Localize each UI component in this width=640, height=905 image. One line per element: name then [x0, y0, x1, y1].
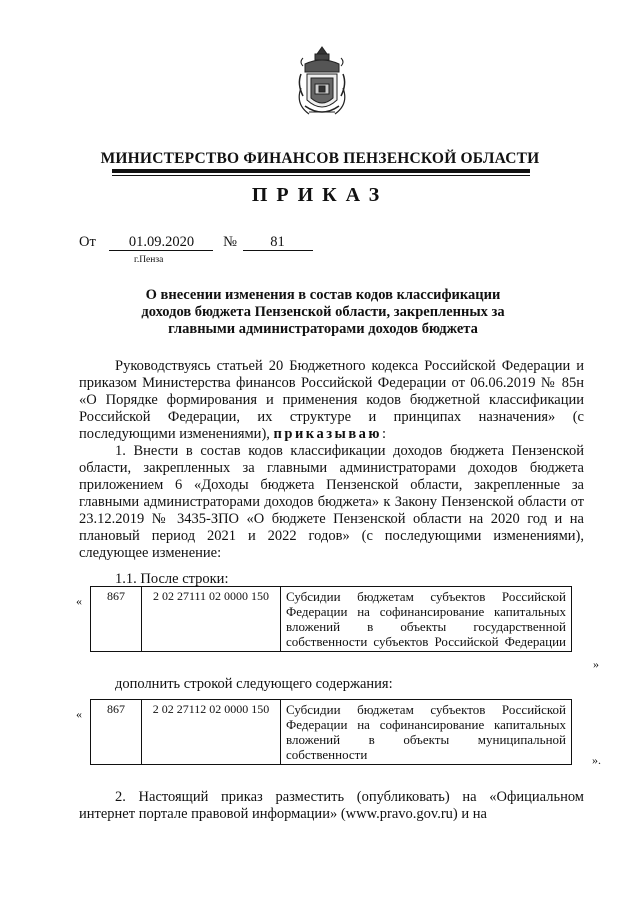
admin-code-cell: 867 — [91, 587, 142, 652]
coat-of-arms-emblem — [295, 44, 349, 124]
table-row — [91, 700, 572, 765]
preamble-colon: : — [382, 426, 387, 442]
description-cell: Субсидии бюджетам субъектов Российской Федерации на софинансирование капитальных вложений в объекты государственной собственности субъектов Российской Федерации — [281, 587, 572, 652]
add-row-instruction: дополнить строкой следующего содержания: — [115, 676, 393, 692]
order-subject: О внесении изменения в состав кодов классификации доходов бюджета Пензенской области, закрепленных за главными администраторами доходов бюджета — [141, 287, 505, 337]
date-prefix: От — [79, 234, 96, 250]
table1-open-quote: « — [76, 594, 82, 608]
preamble-text: Руководствуясь статьей 20 Бюджетного кодекса Российской Федерации и приказом Министерства финансов Российской Федерации от 06.06.2019 № 85н «О Порядке формирования и применения кодов бюджетной классификации Российской Федерации, их структуре и принципах назначения» (с последующими изменениями), — [79, 358, 584, 442]
paragraph-1 — [79, 443, 584, 562]
existing-code-table — [90, 586, 572, 652]
kbk-code-cell: 2 02 27111 02 0000 150 — [142, 587, 281, 652]
ministry-name: МИНИСТЕРСТВО ФИНАНСОВ ПЕНЗЕНСКОЙ ОБЛАСТИ — [100, 150, 540, 167]
paragraph-1-text: 1. Внести в состав кодов классификации доходов бюджета Пензенской области, закрепленных за главными администраторами доходов бюджета приложением 6 «Доходы бюджета Пензенской области, закрепленные за главными администраторами доходов бюджета» к Закону Пензенской области от 23.12.2019 № 3435-ЗПО «О бюджете Пензенской области на 2020 год и на плановый период 2021 и 2022 годов» (с последующими изменениями), следующее изменение: — [79, 443, 584, 561]
table2-close-quote: ». — [592, 753, 601, 767]
order-action-word: приказываю — [273, 426, 382, 442]
paragraph-preamble — [79, 358, 584, 443]
new-code-table — [90, 699, 572, 765]
header-divider-thick — [112, 169, 530, 173]
city-label: г.Пенза — [134, 255, 164, 265]
table-row — [91, 587, 572, 652]
table2-open-quote: « — [76, 707, 82, 721]
kbk-code-cell: 2 02 27112 02 0000 150 — [142, 700, 281, 765]
date-number-line — [79, 234, 313, 251]
header-divider-thin — [112, 175, 530, 176]
table1-close-quote: » — [593, 657, 599, 671]
admin-code-cell: 867 — [91, 700, 142, 765]
paragraph-2-text: 2. Настоящий приказ разместить (опубликовать) на «Официальном интернет портале правовой информации» (www.pravo.gov.ru) и на — [79, 789, 584, 822]
number-prefix: № — [223, 234, 237, 250]
document-number: 81 — [243, 234, 313, 251]
document-date: 01.09.2020 — [109, 234, 213, 251]
paragraph-1-1: 1.1. После строки: — [115, 571, 229, 587]
description-cell: Субсидии бюджетам субъектов Российской Федерации на софинансирование капитальных вложений в объекты муниципальной собственности — [281, 700, 572, 765]
document-title: ПРИКАЗ — [251, 184, 389, 206]
paragraph-2 — [79, 789, 584, 823]
